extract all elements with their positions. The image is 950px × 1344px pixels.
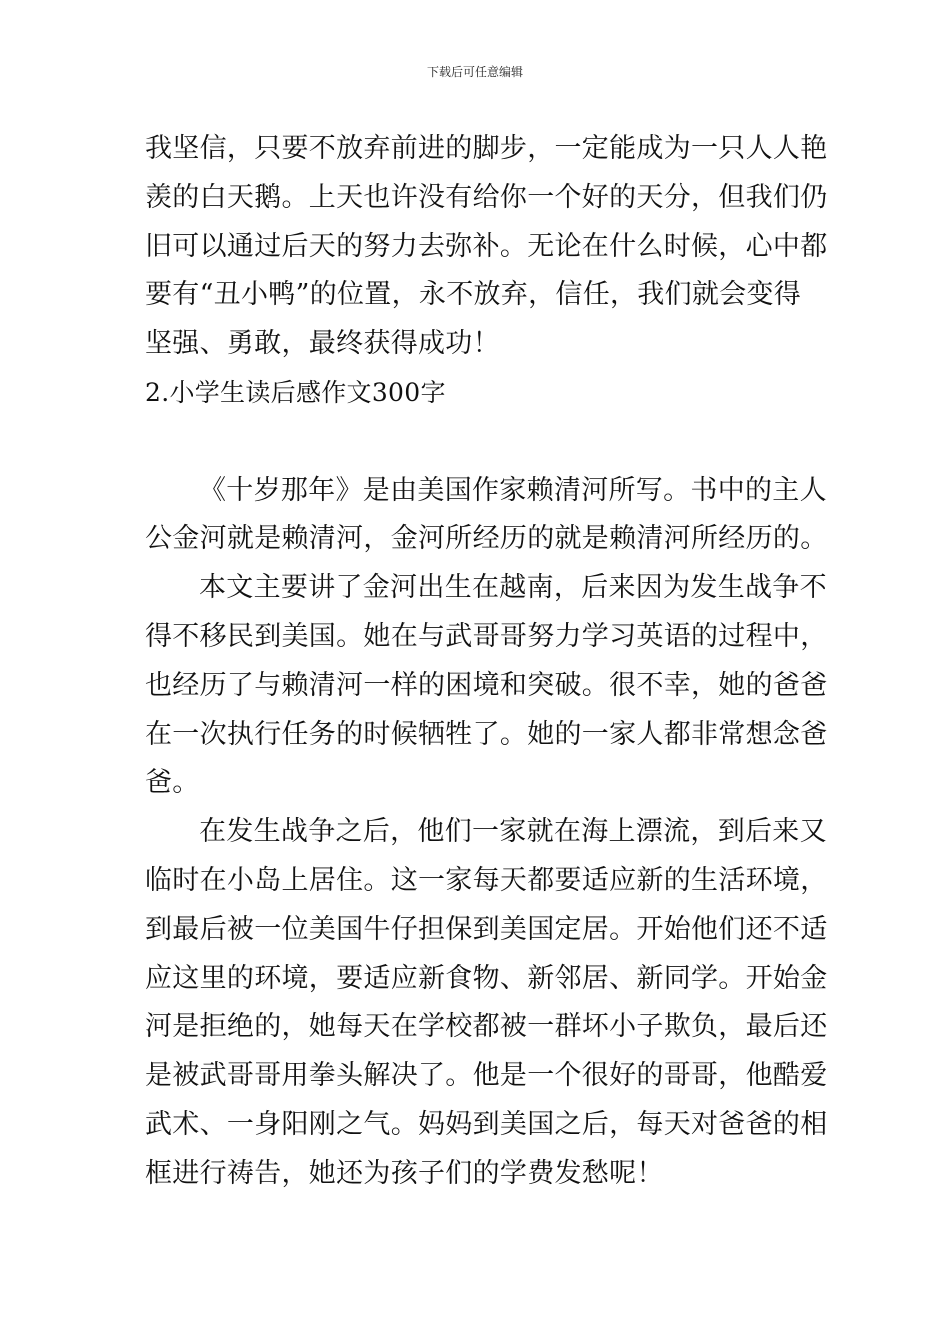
text-line: 也经历了与赖清河一样的困境和突破。很不幸，她的爸爸 xyxy=(145,669,828,701)
text-line: 在发生战争之后，他们一家就在海上漂流，到后来又 xyxy=(199,816,827,848)
paragraph-intro xyxy=(145,467,828,565)
text-line: 要有“丑小鸭”的位置，永不放弃，信任，我们就会变得 xyxy=(145,279,802,311)
text-line: 羡的白天鹅。上天也许没有给你一个好的天分，但我们仍 xyxy=(145,181,828,213)
text-line: 本文主要讲了金河出生在越南，后来因为发生战争不 xyxy=(199,572,827,604)
text-line: 是被武哥哥用拳头解决了。他是一个很好的哥哥，他酷爱 xyxy=(145,1060,828,1092)
text-line: 临时在小岛上居住。这一家每天都要适应新的生活环境， xyxy=(145,864,828,896)
paragraph-summary xyxy=(145,564,828,808)
paragraph-conclusion xyxy=(145,125,828,369)
text-line: 河是拒绝的，她每天在学校都被一群坏小子欺负，最后还 xyxy=(145,1011,828,1043)
text-line: 框进行祷告，她还为孩子们的学费发愁呢！ xyxy=(145,1157,664,1189)
paragraph-story xyxy=(145,808,828,1198)
text-line: 旧可以通过后天的努力去弥补。无论在什么时候，心中都 xyxy=(145,230,828,262)
text-line: 《十岁那年》是由美国作家赖清河所写。书中的主人 xyxy=(199,474,827,506)
page-header-note: 下载后可任意编辑 xyxy=(426,65,523,79)
text-line: 应这里的环境，要适应新食物、新邻居、新同学。开始金 xyxy=(145,962,828,994)
text-line: 公金河就是赖清河，金河所经历的就是赖清河所经历的。 xyxy=(145,523,828,555)
document-body xyxy=(145,125,828,1199)
text-line: 坚强、勇敢，最终获得成功！ xyxy=(145,328,500,360)
section-heading: 2.小学生读后感作文300字 xyxy=(145,377,446,407)
text-line: 爸。 xyxy=(145,767,200,799)
blank-line xyxy=(145,418,810,467)
text-line: 武术、一身阳刚之气。妈妈到美国之后，每天对爸爸的相 xyxy=(145,1108,828,1140)
text-line: 我坚信，只要不放弃前进的脚步，一定能成为一只人人艳 xyxy=(145,133,828,164)
text-line: 在一次执行任务的时候牺牲了。她的一家人都非常想念爸 xyxy=(145,718,828,750)
text-line: 到最后被一位美国牛仔担保到美国定居。开始他们还不适 xyxy=(145,913,828,945)
text-line: 得不移民到美国。她在与武哥哥努力学习英语的过程中， xyxy=(145,620,828,652)
